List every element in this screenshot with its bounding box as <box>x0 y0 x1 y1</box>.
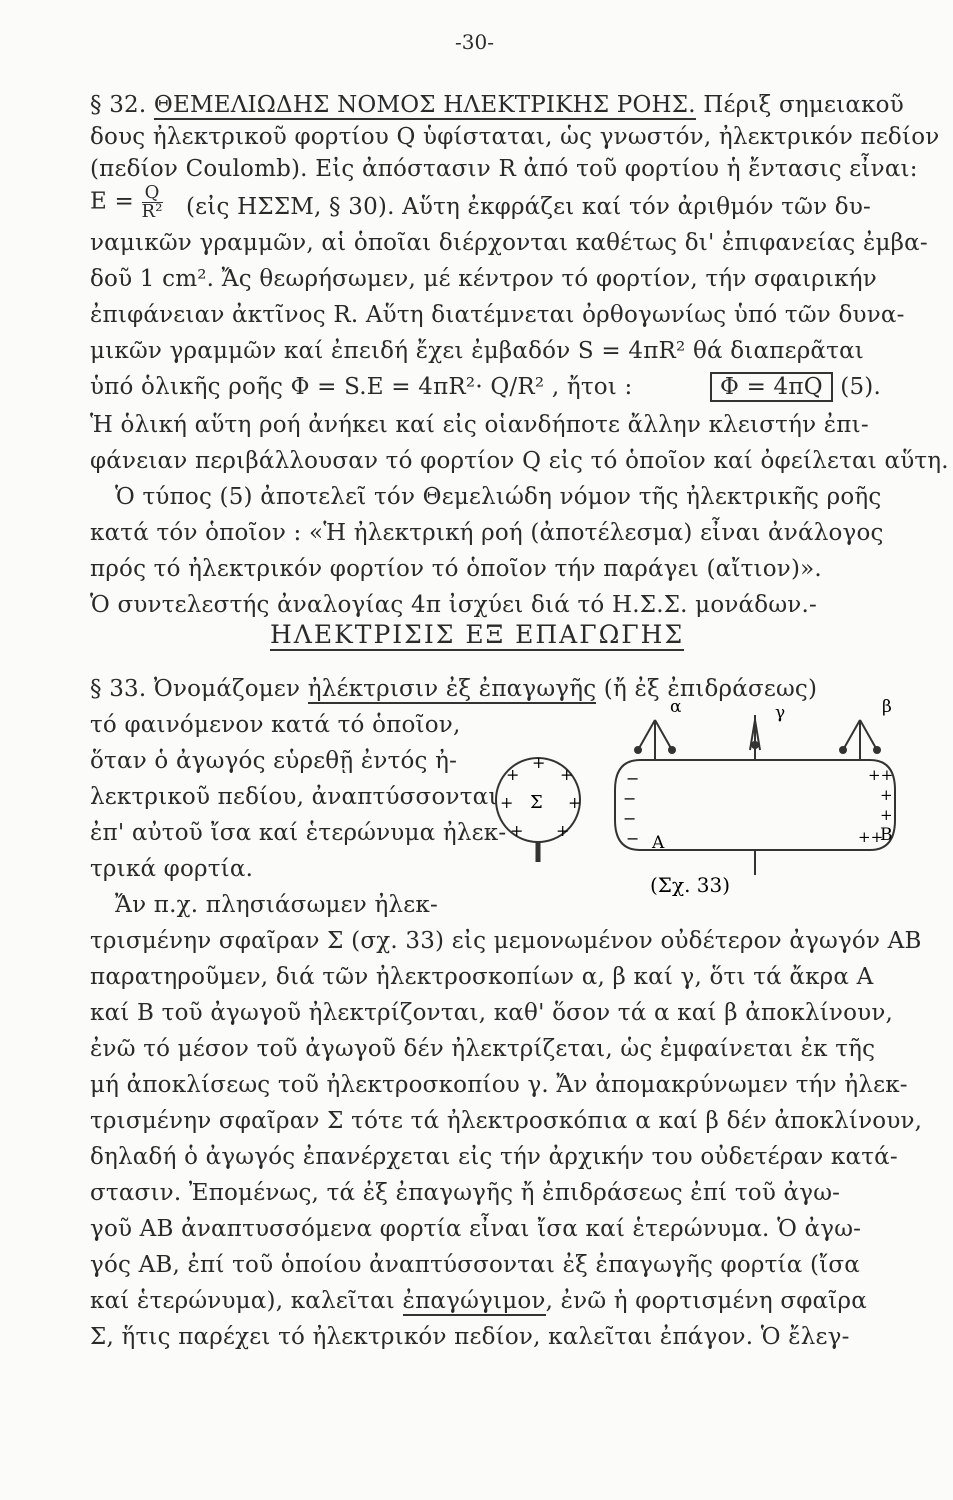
text-line: μή ἀποκλίσεως τοῦ ἠλεκτροσκοπίου γ. Ἄν ἀπομακρύνωμεν τήν ἠλεκ- <box>90 1072 908 1098</box>
label-gamma: γ <box>775 703 786 723</box>
svg-text:+: + <box>510 821 524 840</box>
page-number: -30- <box>455 30 494 54</box>
text-run: Πέριξ σημειακοῦ <box>695 92 904 118</box>
text-line: καί Β τοῦ ἀγωγοῦ ἠλεκτρίζονται, καθ' ὅσον τά α καί β ἀποκλίνουν, <box>90 1000 894 1026</box>
sphere-label: Σ <box>530 792 543 813</box>
text-line <box>90 1284 950 1318</box>
label-A: A <box>652 833 665 853</box>
text-run: , ἐνῶ ἡ φορτισμένη σφαῖρα <box>545 1288 867 1314</box>
text-line: Ὁ τύπος (5) ἀποτελεῖ τόν Θεμελιώδη νόμον τῆς ἠλεκτρικῆς ροῆς <box>115 484 882 510</box>
charged-sphere <box>496 753 581 862</box>
svg-text:++: ++ <box>858 828 884 846</box>
svg-text:+: + <box>568 793 582 812</box>
section-heading: ΗΛΕΚΤΡΙΣΙΣ ΕΞ ΕΠΑΓΩΓΗΣ <box>270 620 685 649</box>
section-title: ΘΕΜΕΛΙΩΔΗΣ ΝΟΜΟΣ ΗΛΕΚΤΡΙΚΗΣ ΡΟΗΣ. <box>153 92 696 118</box>
section-number: § 32. <box>90 92 154 118</box>
label-beta: β <box>882 697 892 717</box>
text-line <box>90 1248 950 1282</box>
text-line: δηλαδή ὁ ἀγωγός ἐπανέρχεται εἰς τήν ἀρχικήν του οὐδετέραν κατά- <box>90 1144 898 1170</box>
text-line: πρός τό ἠλεκτρικόν φορτίον τό ὁποῖον τήν παράγει (αἴτιον)». <box>90 556 822 582</box>
text-line: ὅταν ὁ ἀγωγός εὑρεθῇ ἐντός ἠ- <box>90 748 458 774</box>
text-run: καί ἑτερώνυμα), καλεῖται <box>90 1288 403 1314</box>
text-line: Ἡ ὁλική αὕτη ροή ἀνήκει καί εἰς οἱανδήποτε ἄλλην κλειστήν ἐπι- <box>90 412 869 438</box>
text-line: ὑπό ὁλικῆς ροῆς Φ = S.E = 4πR²· Q/R² , ἤτοι : <box>90 374 633 400</box>
formula-E-numerator: Q <box>142 184 163 203</box>
svg-text:+: + <box>556 821 570 840</box>
text-line: κατά τόν ὁποῖον : «Ἡ ἠλεκτρική ροή (ἀποτέλεσμα) εἶναι ἀνάλογος <box>90 520 884 546</box>
formula-E-lhs: E = <box>90 188 134 215</box>
figure-caption: (Σχ. 33) <box>650 873 731 897</box>
text-line: λεκτρικοῦ πεδίου, ἀναπτύσσονται <box>90 784 498 810</box>
text-run: γός AB, ἐπί τοῦ ὁποίου ἀναπτύσσονται ἐξ ἐπαγωγῆς φορτία (ἴσα <box>90 1252 861 1278</box>
term-underlined: ἠλέκτρισιν ἐξ ἐπαγωγῆς <box>307 676 597 702</box>
formula-E-denominator: R² <box>141 201 163 222</box>
text-line: ἐνῶ τό μέσον τοῦ ἀγωγοῦ δέν ἠλεκτρίζεται, ὡς ἐμφαίνεται ἐκ τῆς <box>90 1036 876 1062</box>
text-line: παρατηροῦμεν, διά τῶν ἠλεκτροσκοπίων α, β καί γ, ὅτι τά ἄκρα Α <box>90 964 874 990</box>
text-line: ἐπ' αὐτοῦ ἴσα καί ἑτερώνυμα ἠλεκ- <box>90 820 507 846</box>
text-line: δους ἠλεκτρικοῦ φορτίου Q ὑφίσταται, ὡς γνωστόν, ἠλεκτρικόν πεδίον <box>90 124 940 150</box>
electroscope-gamma <box>750 703 785 760</box>
text-line: μικῶν γραμμῶν καί ἐπειδή ἔχει ἐμβαδόν S = 4πR² θά διαπερᾶται <box>90 338 865 364</box>
svg-text:−: − <box>623 809 637 828</box>
section-32-title-line <box>90 88 950 122</box>
svg-text:+: + <box>880 786 893 804</box>
label-B: B <box>880 825 893 845</box>
boxed-formula-line <box>710 370 950 404</box>
text-line: Σ, ἥτις παρέχει τό ἠλεκτρικόν πεδίον, καλεῖται ἐπάγον. Ὁ ἔλεγ- <box>90 1324 850 1350</box>
svg-text:+: + <box>506 765 520 784</box>
boxed-formula: Φ = 4πQ <box>710 372 833 402</box>
text-line: Ἄν π.χ. πλησιάσωμεν ἠλεκ- <box>115 892 438 918</box>
electroscope-beta <box>839 697 892 760</box>
figure-33 <box>490 690 920 900</box>
svg-text:−: − <box>626 769 640 788</box>
formula-E-fraction <box>142 184 163 221</box>
text-line: φάνειαν περιβάλλουσαν τό φορτίον Q εἰς τό ὁποῖον καί ὀφείλεται αὕτη. <box>90 448 949 474</box>
svg-text:+: + <box>532 753 546 772</box>
text-line: τρισμένην σφαῖραν Σ (σχ. 33) εἰς μεμονωμένον οὐδέτερον ἀγωγόν AB <box>90 928 922 954</box>
text-line: τρικά φορτία. <box>90 856 254 882</box>
text-line: (πεδίον Coulomb). Εἰς ἀπόστασιν R ἀπό τοῦ φορτίου ἡ ἔντασις εἶναι: <box>90 156 918 182</box>
electroscope-alpha <box>634 697 682 760</box>
svg-text:−: − <box>626 829 640 848</box>
text-run: (ἤ ἐξ ἐπιδράσεως) <box>596 676 818 702</box>
text-line: τρισμένην σφαῖραν Σ τότε τά ἠλεκτροσκόπια α καί β δέν ἀποκλίνουν, <box>90 1108 923 1134</box>
svg-text:++: ++ <box>868 766 894 784</box>
text-line: στασιν. Ἐπομένως, τά ἐξ ἐπαγωγῆς ἤ ἐπιδράσεως ἐπί τοῦ ἀγω- <box>90 1180 841 1206</box>
text-line: (εἰς ΗΣΣΜ, § 30). Αὕτη ἐκφράζει καί τόν ἀριθμόν τῶν δυ- <box>186 194 871 220</box>
text-line: τό φαινόμενον κατά τό ὁποῖον, <box>90 712 461 738</box>
equation-number: (5). <box>840 374 881 400</box>
text-line: γοῦ AB ἀναπτυσσόμενα φορτία εἶναι ἴσα καί ἑτερώνυμα. Ὁ ἀγω- <box>90 1216 862 1242</box>
text-line: Ὁ συντελεστής ἀναλογίας 4π ἰσχύει διά τό Η.Σ.Σ. μονάδων.- <box>90 592 817 618</box>
text-line: ναμικῶν γραμμῶν, αἱ ὁποῖαι διέρχονται καθέτως δι' ἐπιφανείας ἐμβα- <box>90 230 928 256</box>
label-alpha: α <box>670 697 682 717</box>
svg-text:+: + <box>560 765 574 784</box>
conductor-AB <box>615 760 895 875</box>
text-run: § 33. Ὀνομάζομεν <box>90 676 308 702</box>
svg-text:−: − <box>623 789 637 808</box>
svg-text:+: + <box>880 806 893 824</box>
text-line: δοῦ 1 cm². Ἄς θεωρήσωμεν, μέ κέντρον τό φορτίον, τήν σφαιρικήν <box>90 266 877 292</box>
term-underlined: ἐπαγώγιμον <box>402 1288 546 1314</box>
text-line: ἐπιφάνειαν ἀκτῖνος R. Αὕτη διατέμνεται ὀρθογωνίως ὑπό τῶν δυνα- <box>90 302 905 328</box>
svg-text:+: + <box>500 793 514 812</box>
